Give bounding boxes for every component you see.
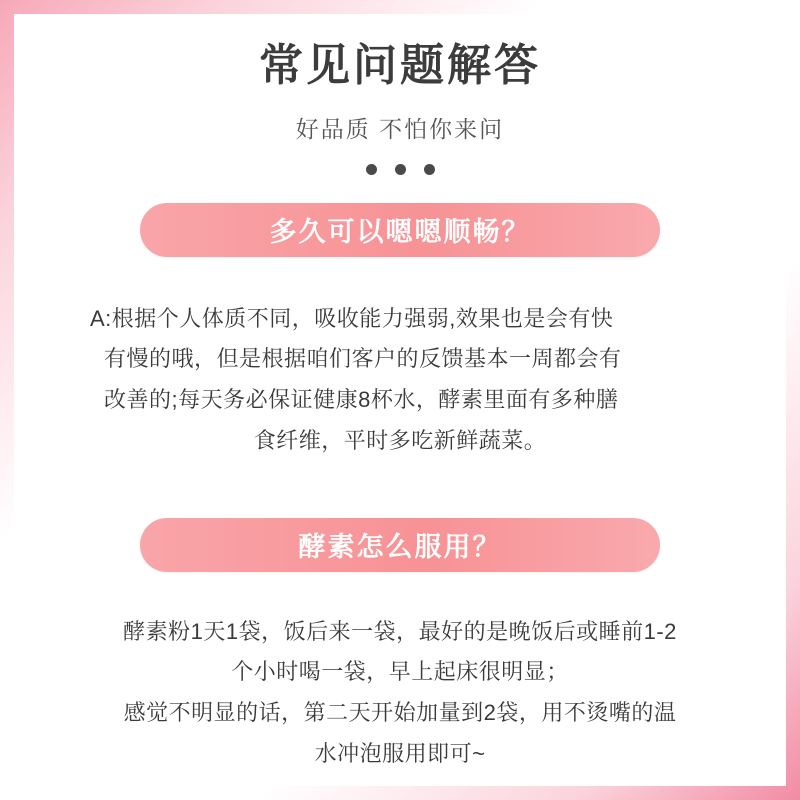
faq-answer-line: 改善的;每天务必保证健康8杯水，酵素里面有多种膳 — [104, 387, 619, 413]
faq-answer-line: 食纤维，平时多吃新鲜蔬菜。 — [253, 427, 547, 453]
faq-question-bar-1 — [140, 203, 660, 257]
faq-answer-line: A:根据个人体质不同，吸收能力强弱,效果也是会有快 — [90, 305, 614, 331]
poster-inner-panel — [14, 14, 786, 786]
faq-answer-line: 感觉不明显的话，第二天开始加量到2袋，用不烫嘴的温 — [123, 699, 677, 725]
faq-answer-line: 酵素粉1天1袋，饭后来一袋，最好的是晚饭后或睡前1-2 — [123, 618, 677, 644]
faq-answer-line: 有慢的哦，但是根据咱们客户的反馈基本一周都会有 — [104, 346, 622, 372]
faq-answer-2 — [90, 612, 710, 775]
faq-question-bar-2 — [140, 518, 660, 572]
divider-dot — [366, 164, 377, 175]
faq-question-text-1: 多久可以嗯嗯顺畅？ — [269, 217, 531, 248]
page-title: 常见问题解答 — [259, 41, 541, 90]
faq-item-1 — [14, 203, 786, 462]
faq-answer-1 — [90, 299, 710, 462]
divider-dot — [424, 164, 435, 175]
dot-divider — [14, 164, 786, 175]
divider-dot — [395, 164, 406, 175]
faq-question-text-2: 酵素怎么服用？ — [298, 532, 502, 563]
faq-answer-line: 水冲泡服用即可~ — [314, 740, 486, 766]
faq-answer-line: 个小时喝一袋，早上起床很明显； — [231, 659, 569, 685]
page-subtitle: 好品质 不怕你来问 — [295, 115, 505, 142]
poster-content — [14, 14, 786, 786]
faq-item-2 — [14, 518, 786, 775]
